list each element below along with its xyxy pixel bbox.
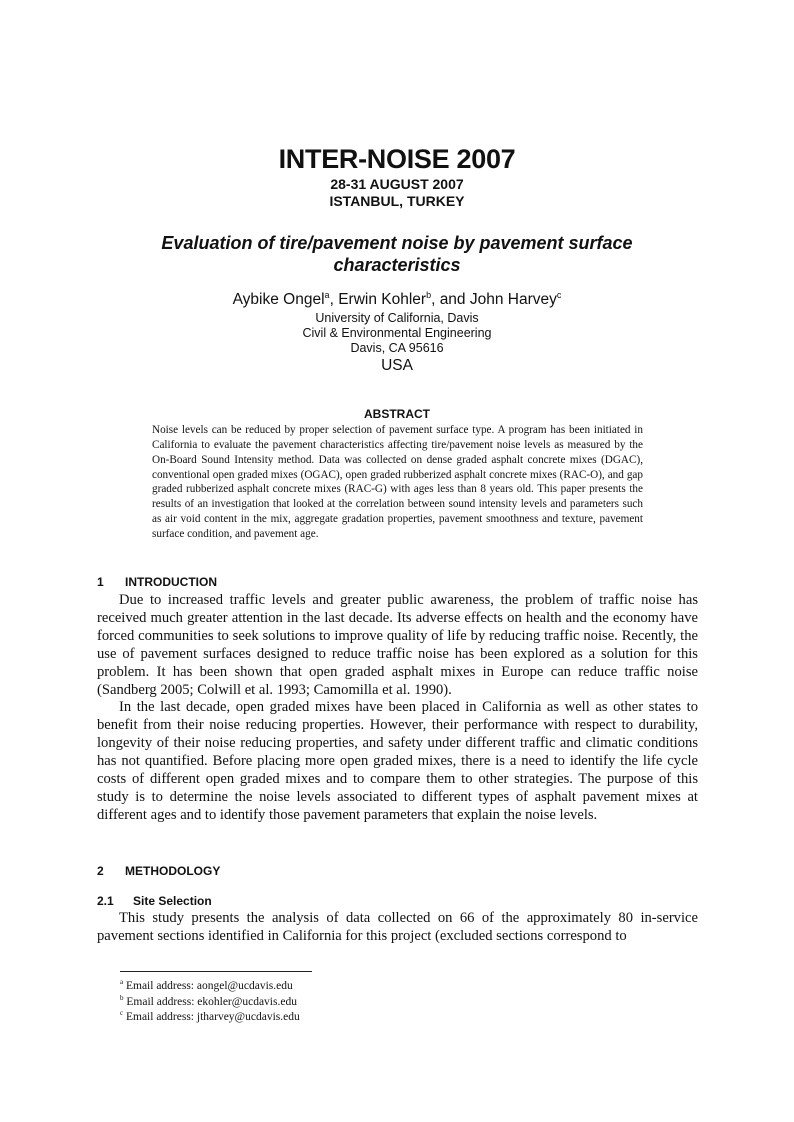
affiliation-department: Civil & Environmental Engineering (302, 326, 492, 340)
conference-dates: 28-31 AUGUST 2007 (330, 176, 464, 192)
paragraph: In the last decade, open graded mixes have been placed in California as well as other states to benefit from their noise reducing properties. However, their performance with respect to durability, longevity of their noise reducing properties, and safety under different traffic and climatic conditions has not quantified. Before placing more open graded mixes, there is a need to identify the life cycle costs of different open graded mixes and to compare them to other strategies. The purpose of this study is to determine the noise levels associated to different types of asphalt pavement mixes at different ages and to identify those pavement parameters that explain the noise levels. (97, 699, 698, 823)
footnote (120, 979, 300, 995)
author-name: Erwin Kohler (338, 291, 427, 308)
affiliation-city: Davis, CA 95616 (350, 341, 444, 355)
author-separator: , (329, 291, 339, 308)
author-mark: a (324, 289, 330, 300)
footnote-text: Email address: ekohler@ucdavis.edu (126, 995, 297, 1008)
section-title: METHODOLOGY (125, 864, 221, 878)
conference-location: ISTANBUL, TURKEY (329, 193, 465, 209)
footnote (120, 995, 300, 1011)
footnote-text: Email address: aongel@ucdavis.edu (125, 980, 293, 992)
section-number: 1 (97, 575, 104, 589)
subsection-number: 2.1 (97, 894, 114, 908)
footnote-mark: a (120, 978, 124, 987)
author-mark: b (426, 289, 432, 300)
paragraph: This study presents the analysis of data collected on 66 of the approximately 80 in-service pavement sections identified in California for this project (excluded sections correspond to (97, 910, 698, 944)
introduction-body (97, 592, 698, 825)
footnote-divider (120, 971, 312, 972)
section-heading (97, 575, 217, 589)
author-list (0, 291, 794, 309)
conference-title: INTER-NOISE 2007 (278, 144, 516, 174)
author-separator: , and (431, 291, 470, 308)
subsection-heading (97, 894, 212, 908)
footnote-mark: c (120, 1009, 124, 1018)
footnote-mark: b (120, 993, 124, 1002)
abstract-heading: ABSTRACT (364, 407, 430, 421)
footnote (120, 1010, 300, 1026)
section-title: INTRODUCTION (125, 575, 217, 589)
paper-title: Evaluation of tire/pavement noise by pavement surface characteristics (161, 233, 633, 275)
section-heading (97, 864, 220, 878)
subsection-title: Site Selection (133, 894, 212, 908)
footnotes (120, 979, 300, 1026)
abstract-text: Noise levels can be reduced by proper selection of pavement surface type. A program has been initiated in California to evaluate the pavement characteristics affecting tire/pavement noise levels as measured by the On-Board Sound Intensity method. Data was collected on dense graded asphalt concrete mixes (DGAC), conventional open graded mixes (OGAC), open graded rubberized asphalt concrete mixes (RAC-O), and gap graded rubberized asphalt concrete mixes (RAC-G) with ages less than 8 years old. This paper presents the results of an investigation that looked at the correlation between sound intensity levels and parameters such as air void content in the mix, aggregate gradation properties, pavement smoothness and texture, pavement surface condition, and pavement age. (152, 424, 643, 540)
section-number: 2 (97, 864, 104, 878)
site-selection-body (97, 910, 698, 946)
footnote-text: Email address: jtharvey@ucdavis.edu (125, 1011, 300, 1023)
author-mark: c (556, 289, 562, 300)
author-name: John Harvey (469, 291, 557, 308)
affiliation-university: University of California, Davis (315, 311, 479, 325)
affiliation-country: USA (381, 357, 413, 374)
author-name: Aybike Ongel (232, 291, 325, 308)
paragraph: Due to increased traffic levels and greater public awareness, the problem of traffic noise has received much greater attention in the last decade. Its adverse effects on health and the economy have forced communities to seek solutions to improve quality of life by reducing traffic noise. Recently, the use of pavement surfaces designed to reduce traffic noise has been explored as a solution for this problem. It has been shown that open graded asphalt mixes in Europe can reduce traffic noise (Sandberg 2005; Colwill et al. 1993; Camomilla et al. 1990). (97, 592, 698, 698)
